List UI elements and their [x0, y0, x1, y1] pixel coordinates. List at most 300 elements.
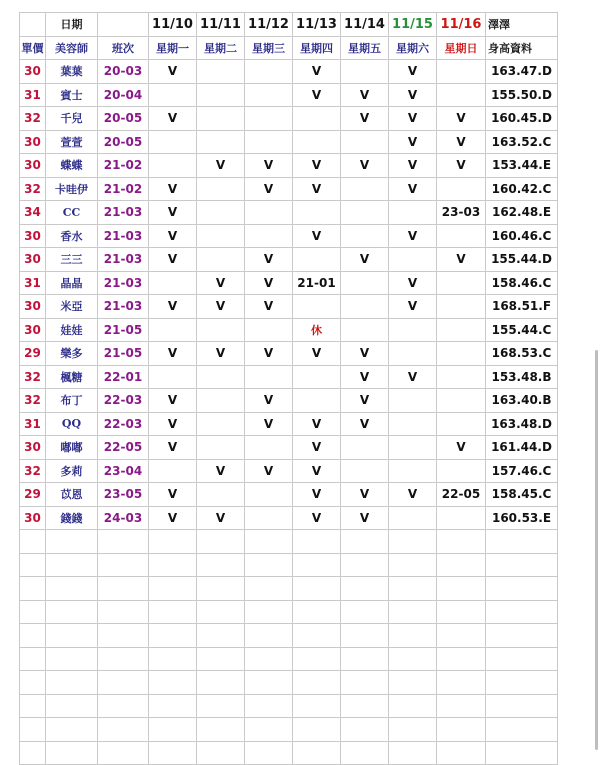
- empty-cell: [46, 530, 98, 554]
- empty-cell: [486, 671, 558, 695]
- empty-cell: [197, 530, 245, 554]
- day-cell-wed: [245, 107, 293, 131]
- day-cell-thu: [293, 248, 341, 272]
- day-cell-sat: [389, 506, 437, 530]
- empty-cell: [245, 553, 293, 577]
- stylist-name-cell: 苡恩: [46, 483, 98, 507]
- empty-row: [20, 553, 558, 577]
- day-cell-sun: [437, 506, 486, 530]
- empty-cell: [437, 741, 486, 765]
- empty-cell: [46, 671, 98, 695]
- empty-cell: [389, 647, 437, 671]
- day-cell-thu: V: [293, 506, 341, 530]
- empty-cell: [389, 718, 437, 742]
- empty-cell: [389, 553, 437, 577]
- empty-cell: [197, 671, 245, 695]
- table-row: [20, 483, 558, 507]
- empty-cell: [20, 718, 46, 742]
- stylist-name-cell: 萱萱: [46, 130, 98, 154]
- stylist-name-cell: 卡哇伊: [46, 177, 98, 201]
- day-cell-tue: V: [197, 342, 245, 366]
- stylist-name-cell: CC: [46, 201, 98, 225]
- day-cell-tue: [197, 436, 245, 460]
- price-cell: 31: [20, 412, 46, 436]
- table-row: [20, 60, 558, 84]
- day-cell-mon: V: [149, 342, 197, 366]
- table-row: [20, 459, 558, 483]
- day-cell-wed: [245, 365, 293, 389]
- day-cell-tue: [197, 224, 245, 248]
- empty-cell: [197, 718, 245, 742]
- empty-cell: [98, 694, 149, 718]
- day-cell-sun: [437, 342, 486, 366]
- price-cell: 30: [20, 224, 46, 248]
- day-cell-sat: V: [389, 271, 437, 295]
- empty-cell: [341, 577, 389, 601]
- day-cell-mon: [149, 271, 197, 295]
- measure-cell: 163.47.D: [486, 60, 558, 84]
- stylist-name-cell: 香水: [46, 224, 98, 248]
- day-cell-thu: 休: [293, 318, 341, 342]
- empty-cell: [341, 530, 389, 554]
- empty-cell: [437, 694, 486, 718]
- day-cell-tue: [197, 60, 245, 84]
- empty-cell: [437, 577, 486, 601]
- empty-cell: [486, 647, 558, 671]
- empty-cell: [341, 600, 389, 624]
- day-cell-fri: [341, 224, 389, 248]
- table-row: [20, 271, 558, 295]
- day-cell-tue: [197, 389, 245, 413]
- stylist-name-cell: 樂多: [46, 342, 98, 366]
- measure-cell: 168.51.F: [486, 295, 558, 319]
- date-header-tue: 11/11: [197, 13, 245, 37]
- day-cell-mon: [149, 130, 197, 154]
- day-cell-fri: [341, 130, 389, 154]
- price-cell: 30: [20, 506, 46, 530]
- measure-cell: 153.44.E: [486, 154, 558, 178]
- day-cell-sat: [389, 248, 437, 272]
- day-cell-tue: V: [197, 271, 245, 295]
- day-cell-thu: [293, 107, 341, 131]
- measure-cell: 163.40.B: [486, 389, 558, 413]
- name-header: 美容師: [46, 36, 98, 60]
- day-cell-mon: V: [149, 483, 197, 507]
- empty-cell: [437, 530, 486, 554]
- empty-cell: [197, 647, 245, 671]
- empty-row: [20, 741, 558, 765]
- extra-label: 澤澤: [486, 13, 558, 37]
- weekday-header-mon: 星期一: [149, 36, 197, 60]
- day-cell-tue: V: [197, 506, 245, 530]
- empty-cell: [46, 624, 98, 648]
- stylist-name-cell: 賓士: [46, 83, 98, 107]
- day-cell-thu: V: [293, 177, 341, 201]
- day-cell-mon: V: [149, 389, 197, 413]
- day-cell-sun: [437, 271, 486, 295]
- empty-cell: [197, 553, 245, 577]
- price-cell: 30: [20, 436, 46, 460]
- class-cell: 21-02: [98, 177, 149, 201]
- day-cell-mon: V: [149, 201, 197, 225]
- empty-cell: [149, 553, 197, 577]
- empty-row: [20, 718, 558, 742]
- table-row: [20, 412, 558, 436]
- stylist-name-cell: QQ: [46, 412, 98, 436]
- day-cell-sat: V: [389, 483, 437, 507]
- day-cell-tue: [197, 83, 245, 107]
- empty-cell: [197, 624, 245, 648]
- empty-cell: [293, 718, 341, 742]
- empty-cell: [149, 624, 197, 648]
- weekday-header-sun: 星期日: [437, 36, 486, 60]
- day-cell-thu: V: [293, 412, 341, 436]
- empty-cell: [46, 553, 98, 577]
- price-cell: 32: [20, 365, 46, 389]
- day-cell-wed: [245, 83, 293, 107]
- day-cell-sun: [437, 365, 486, 389]
- empty-cell: [389, 671, 437, 695]
- empty-cell: [389, 577, 437, 601]
- day-cell-sun: V: [437, 248, 486, 272]
- day-cell-wed: V: [245, 271, 293, 295]
- day-cell-sat: V: [389, 154, 437, 178]
- day-cell-wed: [245, 436, 293, 460]
- empty-cell: [293, 624, 341, 648]
- stylist-name-cell: 嘟嘟: [46, 436, 98, 460]
- day-cell-sun: [437, 459, 486, 483]
- empty-cell: [486, 553, 558, 577]
- day-cell-wed: V: [245, 154, 293, 178]
- day-cell-thu: [293, 365, 341, 389]
- empty-cell: [486, 530, 558, 554]
- empty-cell: [437, 671, 486, 695]
- measure-cell: 158.46.C: [486, 271, 558, 295]
- table-row: [20, 318, 558, 342]
- stylist-name-cell: 多莉: [46, 459, 98, 483]
- day-cell-thu: V: [293, 342, 341, 366]
- day-cell-fri: [341, 436, 389, 460]
- empty-cell: [486, 718, 558, 742]
- empty-cell: [486, 694, 558, 718]
- empty-cell: [20, 600, 46, 624]
- day-cell-mon: V: [149, 248, 197, 272]
- empty-cell: [98, 577, 149, 601]
- day-cell-sat: [389, 201, 437, 225]
- empty-cell: [197, 577, 245, 601]
- stylist-name-cell: 布丁: [46, 389, 98, 413]
- day-cell-tue: V: [197, 459, 245, 483]
- class-cell: 22-01: [98, 365, 149, 389]
- empty-row: [20, 624, 558, 648]
- day-cell-sat: [389, 459, 437, 483]
- measure-cell: 160.45.D: [486, 107, 558, 131]
- empty-cell: [437, 624, 486, 648]
- date-header-sun: 11/16: [437, 13, 486, 37]
- class-cell: 21-03: [98, 295, 149, 319]
- day-cell-sat: V: [389, 295, 437, 319]
- empty-cell: [98, 741, 149, 765]
- day-cell-wed: V: [245, 412, 293, 436]
- empty-cell: [486, 624, 558, 648]
- day-cell-fri: V: [341, 248, 389, 272]
- day-cell-mon: V: [149, 295, 197, 319]
- stylist-name-cell: 晶晶: [46, 271, 98, 295]
- stylist-name-cell: 錢錢: [46, 506, 98, 530]
- day-cell-sun: [437, 60, 486, 84]
- empty-row: [20, 694, 558, 718]
- empty-cell: [20, 647, 46, 671]
- empty-cell: [149, 694, 197, 718]
- measure-cell: 155.50.D: [486, 83, 558, 107]
- price-cell: 30: [20, 60, 46, 84]
- day-cell-fri: V: [341, 412, 389, 436]
- empty-cell: [245, 694, 293, 718]
- table-row: [20, 365, 558, 389]
- table-row: [20, 201, 558, 225]
- date-header-thu: 11/13: [293, 13, 341, 37]
- date-header-sat: 11/15: [389, 13, 437, 37]
- weekday-header-wed: 星期三: [245, 36, 293, 60]
- empty-cell: [46, 577, 98, 601]
- empty-cell: [341, 741, 389, 765]
- price-cell: 31: [20, 271, 46, 295]
- day-cell-tue: [197, 201, 245, 225]
- price-cell: 30: [20, 154, 46, 178]
- class-cell: 20-05: [98, 130, 149, 154]
- table-row: [20, 83, 558, 107]
- empty-row: [20, 530, 558, 554]
- day-cell-wed: [245, 318, 293, 342]
- price-cell: 32: [20, 177, 46, 201]
- day-cell-wed: V: [245, 248, 293, 272]
- day-cell-sat: V: [389, 365, 437, 389]
- empty-cell: [149, 671, 197, 695]
- price-cell: 34: [20, 201, 46, 225]
- empty-cell: [20, 530, 46, 554]
- empty-cell: [486, 741, 558, 765]
- weekday-header-fri: 星期五: [341, 36, 389, 60]
- empty-cell: [98, 671, 149, 695]
- class-cell: 22-05: [98, 436, 149, 460]
- day-cell-mon: [149, 318, 197, 342]
- day-cell-sat: [389, 436, 437, 460]
- price-cell: 31: [20, 83, 46, 107]
- day-cell-mon: [149, 459, 197, 483]
- day-cell-sun: [437, 83, 486, 107]
- stylist-name-cell: 米亞: [46, 295, 98, 319]
- empty-cell: [20, 624, 46, 648]
- day-cell-thu: V: [293, 436, 341, 460]
- empty-cell: [341, 718, 389, 742]
- day-cell-mon: [149, 83, 197, 107]
- day-cell-fri: V: [341, 342, 389, 366]
- empty-cell: [389, 530, 437, 554]
- empty-cell: [46, 647, 98, 671]
- price-cell: 30: [20, 248, 46, 272]
- day-cell-sun: [437, 177, 486, 201]
- day-cell-wed: V: [245, 342, 293, 366]
- measure-header: 身高資料: [486, 36, 558, 60]
- measure-cell: 162.48.E: [486, 201, 558, 225]
- day-cell-fri: [341, 271, 389, 295]
- day-cell-thu: 21-01: [293, 271, 341, 295]
- day-cell-sun: V: [437, 130, 486, 154]
- day-cell-wed: [245, 506, 293, 530]
- empty-cell: [245, 577, 293, 601]
- day-cell-mon: V: [149, 506, 197, 530]
- table-row: [20, 248, 558, 272]
- empty-cell: [486, 600, 558, 624]
- empty-cell: [149, 741, 197, 765]
- empty-cell: [98, 624, 149, 648]
- empty-cell: [437, 647, 486, 671]
- day-cell-tue: [197, 365, 245, 389]
- table-row: [20, 436, 558, 460]
- empty-cell: [293, 694, 341, 718]
- day-cell-sat: V: [389, 60, 437, 84]
- stylist-name-cell: 蝶蝶: [46, 154, 98, 178]
- class-cell: 21-05: [98, 318, 149, 342]
- price-header: 單價: [20, 36, 46, 60]
- date-label: 日期: [46, 13, 98, 37]
- day-cell-tue: V: [197, 295, 245, 319]
- empty-cell: [98, 718, 149, 742]
- empty-cell: [437, 718, 486, 742]
- empty-cell: [486, 577, 558, 601]
- empty-cell: [149, 647, 197, 671]
- day-cell-wed: V: [245, 177, 293, 201]
- empty-cell: [20, 577, 46, 601]
- measure-cell: 163.52.C: [486, 130, 558, 154]
- empty-cell: [341, 671, 389, 695]
- class-cell: 20-04: [98, 83, 149, 107]
- class-cell: 22-03: [98, 412, 149, 436]
- empty-cell: [341, 624, 389, 648]
- measure-cell: 157.46.C: [486, 459, 558, 483]
- empty-cell: [341, 647, 389, 671]
- day-cell-fri: [341, 295, 389, 319]
- date-header-row: [20, 13, 558, 37]
- day-cell-wed: V: [245, 389, 293, 413]
- empty-cell: [20, 694, 46, 718]
- class-cell: 21-03: [98, 224, 149, 248]
- day-cell-sat: V: [389, 130, 437, 154]
- price-cell: 32: [20, 459, 46, 483]
- measure-cell: 160.53.E: [486, 506, 558, 530]
- day-cell-fri: [341, 201, 389, 225]
- day-cell-tue: [197, 412, 245, 436]
- table-row: [20, 295, 558, 319]
- day-cell-fri: V: [341, 389, 389, 413]
- empty-row: [20, 647, 558, 671]
- empty-cell: [98, 647, 149, 671]
- empty-cell: [341, 694, 389, 718]
- empty-cell: [293, 577, 341, 601]
- empty-cell: [245, 624, 293, 648]
- day-cell-tue: V: [197, 154, 245, 178]
- day-cell-sun: V: [437, 154, 486, 178]
- measure-cell: 168.53.C: [486, 342, 558, 366]
- date-header-mon: 11/10: [149, 13, 197, 37]
- table-row: [20, 154, 558, 178]
- day-cell-fri: V: [341, 365, 389, 389]
- day-cell-fri: [341, 60, 389, 84]
- empty-cell: [46, 600, 98, 624]
- class-cell: 23-04: [98, 459, 149, 483]
- table-row: [20, 342, 558, 366]
- price-cell: 30: [20, 318, 46, 342]
- empty-cell: [20, 741, 46, 765]
- day-cell-thu: V: [293, 224, 341, 248]
- day-cell-tue: [197, 107, 245, 131]
- day-cell-sun: [437, 295, 486, 319]
- empty-cell: [293, 647, 341, 671]
- day-cell-fri: V: [341, 483, 389, 507]
- day-cell-mon: V: [149, 224, 197, 248]
- day-cell-thu: [293, 201, 341, 225]
- day-cell-thu: [293, 295, 341, 319]
- day-cell-fri: V: [341, 154, 389, 178]
- day-cell-sat: [389, 342, 437, 366]
- day-cell-mon: V: [149, 412, 197, 436]
- day-cell-wed: [245, 60, 293, 84]
- measure-cell: 158.45.C: [486, 483, 558, 507]
- empty-cell: [149, 600, 197, 624]
- day-cell-sat: V: [389, 224, 437, 248]
- day-cell-fri: V: [341, 506, 389, 530]
- empty-row: [20, 600, 558, 624]
- empty-cell: [293, 600, 341, 624]
- empty-cell: [245, 671, 293, 695]
- table-row: [20, 177, 558, 201]
- day-cell-thu: V: [293, 154, 341, 178]
- table-row: [20, 506, 558, 530]
- empty-cell: [245, 647, 293, 671]
- day-cell-wed: [245, 130, 293, 154]
- day-cell-thu: [293, 130, 341, 154]
- day-cell-sat: V: [389, 107, 437, 131]
- day-cell-thu: V: [293, 60, 341, 84]
- measure-cell: 155.44.C: [486, 318, 558, 342]
- scrollbar[interactable]: [595, 350, 598, 750]
- measure-cell: 155.44.D: [486, 248, 558, 272]
- class-cell: 21-03: [98, 248, 149, 272]
- weekday-header-sat: 星期六: [389, 36, 437, 60]
- stylist-name-cell: 楓糖: [46, 365, 98, 389]
- price-cell: 29: [20, 342, 46, 366]
- class-cell: 20-03: [98, 60, 149, 84]
- day-cell-tue: [197, 318, 245, 342]
- empty-cell: [149, 530, 197, 554]
- stylist-name-cell: 葉葉: [46, 60, 98, 84]
- measure-cell: 161.44.D: [486, 436, 558, 460]
- day-cell-thu: V: [293, 459, 341, 483]
- day-cell-wed: [245, 483, 293, 507]
- empty-cell: [149, 718, 197, 742]
- day-cell-sat: V: [389, 177, 437, 201]
- empty-cell: [293, 671, 341, 695]
- class-cell: 21-03: [98, 271, 149, 295]
- empty-cell: [437, 553, 486, 577]
- day-cell-sat: [389, 412, 437, 436]
- day-cell-sun: V: [437, 436, 486, 460]
- table-row: [20, 224, 558, 248]
- empty-cell: [341, 553, 389, 577]
- table-row: [20, 130, 558, 154]
- empty-cell: [98, 600, 149, 624]
- day-cell-wed: [245, 201, 293, 225]
